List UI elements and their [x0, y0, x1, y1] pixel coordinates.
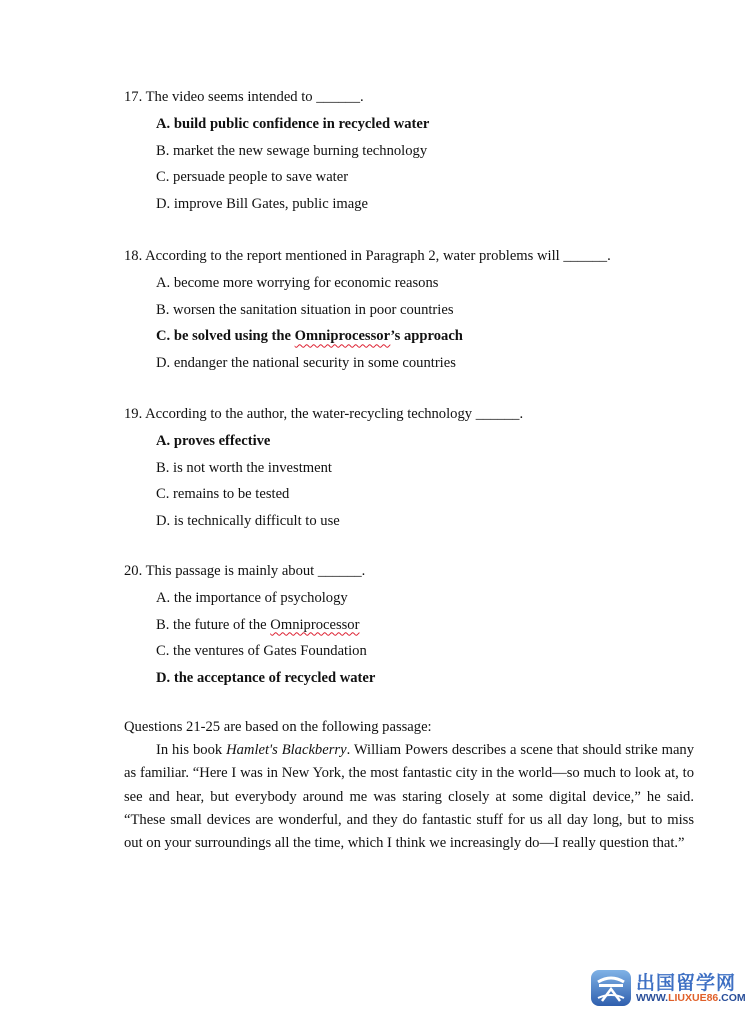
url-part: .COM	[718, 992, 746, 1004]
option-d: D. the acceptance of recycled water	[156, 670, 376, 687]
misspelled-word: Omniprocessor	[270, 616, 360, 633]
question-18	[124, 243, 611, 377]
option-c: C. persuade people to save water	[156, 169, 349, 186]
paragraph-text: In his book	[156, 742, 227, 759]
question-stem: 17. The video seems intended to ______.	[124, 89, 364, 105]
option-c: C. remains to be tested	[156, 486, 290, 503]
option-b: B. is not worth the investment	[156, 459, 332, 476]
logo-url	[636, 992, 746, 1004]
option-text: ’s approach	[390, 328, 463, 345]
passage-paragraph	[124, 739, 694, 855]
option-b: B. market the new sewage burning technology	[156, 142, 428, 159]
option-d: D. is technically difficult to use	[156, 513, 340, 530]
logo-emblem-icon	[590, 968, 632, 1008]
option-a: A. become more worrying for economic reasons	[156, 275, 439, 291]
book-title: Hamlet's Blackberry	[226, 742, 347, 759]
question-stem: 19. According to the author, the water-recycling technology ______.	[124, 406, 524, 422]
url-part: WWW.	[636, 992, 669, 1004]
option-c: C. the ventures of Gates Foundation	[156, 643, 367, 660]
paragraph-text: . William Powers describes a scene that should strike many as familiar. “Here I was in New York, the most fantastic city in the world—so much to look at, to see and hear, but everybody around me was staring closely at some digital device,” he said. “These small devices are wonderful, and they do fantastic stuff for us all day long, but to miss out on your surroundings all the time, which I think we increasingly do—I really question that.”	[124, 742, 695, 852]
option-text: B. the future of the	[156, 616, 271, 633]
question-20	[124, 558, 375, 692]
option-a: A. the importance of psychology	[156, 590, 348, 606]
question-19	[124, 401, 523, 535]
watermark-logo	[590, 968, 750, 1008]
option-b	[124, 612, 375, 639]
logo-name: 出国留学网	[636, 972, 737, 994]
url-part-highlight: LIUXUE86	[668, 992, 719, 1004]
option-d: D. endanger the national security in some countries	[156, 355, 456, 372]
question-stem: 18. According to the report mentioned in Paragraph 2, water problems will ______.	[124, 248, 611, 264]
passage-intro: Questions 21-25 are based on the following passage:	[124, 719, 432, 735]
reading-passage	[124, 716, 694, 855]
option-b: B. worsen the sanitation situation in poor countries	[156, 301, 454, 318]
option-text: C. be solved using the	[156, 328, 295, 345]
option-c	[124, 323, 611, 350]
question-17	[124, 84, 429, 218]
option-d: D. improve Bill Gates, public image	[156, 196, 368, 213]
option-a: A. proves effective	[156, 433, 271, 449]
option-a: A. build public confidence in recycled water	[156, 116, 430, 132]
question-stem: 20. This passage is mainly about ______.	[124, 563, 366, 579]
misspelled-word: Omniprocessor	[294, 328, 391, 345]
